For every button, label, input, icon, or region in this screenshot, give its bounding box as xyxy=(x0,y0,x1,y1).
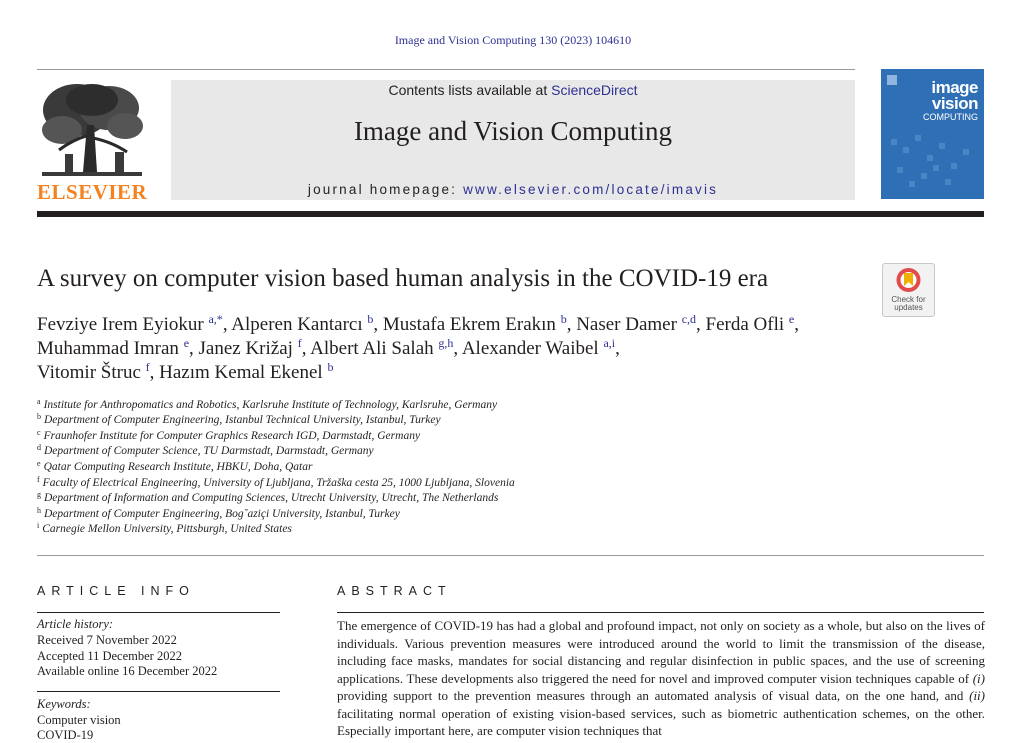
affiliation-key: e xyxy=(37,459,41,468)
author-affiliation-ref[interactable]: b xyxy=(560,312,567,326)
affiliation-key: d xyxy=(37,443,41,452)
contents-availability xyxy=(171,82,855,98)
affiliation-text: Faculty of Electrical Engineering, University of Ljubljana, Tržaška cesta 25, 1000 Ljubljana, Slovenia xyxy=(42,477,515,489)
header-top-rule xyxy=(37,69,855,70)
abstract-text: facilitating normal operation of existing vision-based services, such as biometric authentication schemes, on the other. Especially important here, are computer vision techniques that xyxy=(337,705,985,738)
author-separator: , xyxy=(794,314,799,335)
affiliation-text: Department of Computer Engineering, Bog˘aziçi University, Istanbul, Turkey xyxy=(44,508,400,520)
affiliation-key: b xyxy=(37,412,41,421)
author-affiliation-ref[interactable]: f xyxy=(297,336,302,350)
journal-title: Image and Vision Computing xyxy=(353,116,673,146)
author-affiliation-ref[interactable]: g,h xyxy=(438,336,454,350)
affiliation-text: Qatar Computing Research Institute, HBKU, Doha, Qatar xyxy=(43,461,313,473)
author-affiliation-ref[interactable]: b xyxy=(327,360,334,374)
author-name[interactable]: Janez Križaj xyxy=(198,338,293,359)
article-info-rule xyxy=(37,612,280,613)
author-separator: , xyxy=(696,314,706,335)
authors-line-1 xyxy=(37,312,799,336)
affiliation-item xyxy=(37,506,400,520)
author-separator: , xyxy=(189,338,199,359)
elsevier-wordmark: ELSEVIER xyxy=(37,180,148,204)
authors-line-2 xyxy=(37,336,620,360)
author-separator: , xyxy=(453,338,462,359)
affiliation-key: f xyxy=(37,475,40,484)
abstract-body xyxy=(337,617,985,740)
journal-homepage xyxy=(171,182,855,197)
author-affiliation-ref[interactable]: c,d xyxy=(681,312,697,326)
author-affiliation-ref[interactable]: b xyxy=(367,312,374,326)
affiliation-key: a xyxy=(37,397,41,406)
author-name[interactable]: Alperen Kantarcı xyxy=(231,314,363,335)
affiliation-item xyxy=(37,428,420,442)
affiliation-item xyxy=(37,475,515,489)
article-info-heading: ARTICLE INFO xyxy=(37,584,195,598)
author-name[interactable]: Ferda Ofli xyxy=(705,314,785,335)
author-name[interactable]: Hazım Kemal Ekenel xyxy=(159,362,323,383)
keywords-label: Keywords: xyxy=(37,697,91,711)
author-separator: , xyxy=(373,314,383,335)
author-affiliation-ref[interactable]: e xyxy=(183,336,190,350)
author-name[interactable]: Alexander Waibel xyxy=(461,338,599,359)
abstract-text: The emergence of COVID-19 has had a global and profound impact, not only on society as a whole, but also on the lives of individuals. Various prevention measures were introduced around the world to limit the transmission of the disease, including face masks, mandates for social distancing and regular disinfection in public spaces, and the use of screening applications. These developments also triggered the need for novel and improved computer vision techniques capable of xyxy=(337,618,985,686)
affiliation-key: c xyxy=(37,428,41,437)
authors-line-3 xyxy=(37,360,333,384)
cover-title-computing: COMPUTING xyxy=(923,112,978,122)
check-updates-icon xyxy=(883,264,934,296)
author-name[interactable]: Vitomir Štruc xyxy=(37,362,141,383)
journal-cover-image[interactable] xyxy=(881,69,984,199)
keywords-rule xyxy=(37,691,280,692)
affiliation-text: Carnegie Mellon University, Pittsburgh, United States xyxy=(42,523,292,535)
article-history-label: Article history: xyxy=(37,617,114,631)
author-name[interactable]: Muhammad Imran xyxy=(37,338,179,359)
affiliation-item xyxy=(37,490,498,504)
contents-prefix: Contents lists available at xyxy=(388,82,552,98)
homepage-link[interactable]: www.elsevier.com/locate/imavis xyxy=(463,182,719,197)
author-name[interactable]: Mustafa Ekrem Erakın xyxy=(382,314,556,335)
affiliation-item xyxy=(37,397,497,411)
author-separator: , xyxy=(149,362,160,383)
author-affiliation-ref[interactable]: f xyxy=(145,360,150,374)
author-name[interactable]: Albert Ali Salah xyxy=(310,338,434,359)
journal-citation[interactable]: Image and Vision Computing 130 (2023) 104610 xyxy=(394,33,632,47)
affiliation-text: Fraunhofer Institute for Computer Graphics Research IGD, Darmstadt, Germany xyxy=(43,430,421,442)
affiliation-item xyxy=(37,443,374,457)
keyword-item: Computer vision xyxy=(37,713,121,727)
author-affiliation-ref[interactable]: a,i xyxy=(603,336,616,350)
affiliation-key: i xyxy=(37,521,40,530)
affiliation-text: Department of Information and Computing Sciences, Utrecht University, Utrecht, The Netherlands xyxy=(44,492,499,504)
abstract-text: providing support to the prevention measures through an automated analysis of visual data, on the one hand, and xyxy=(337,688,970,703)
check-updates-label: Check for updates xyxy=(891,295,926,312)
affiliation-key: h xyxy=(37,506,41,515)
accepted-date: Accepted 11 December 2022 xyxy=(37,649,182,663)
author-separator: , xyxy=(615,338,620,359)
abstract-heading: ABSTRACT xyxy=(337,584,452,598)
online-date: Available online 16 December 2022 xyxy=(37,664,218,678)
author-name[interactable]: Fevziye Irem Eyiokur xyxy=(37,314,204,335)
author-name[interactable]: Naser Damer xyxy=(576,314,677,335)
article-title: A survey on computer vision based human analysis in the COVID-19 era xyxy=(37,265,769,292)
keyword-item: COVID-19 xyxy=(37,728,94,742)
cover-title-image: image xyxy=(931,78,978,97)
author-separator: , xyxy=(222,314,232,335)
affiliation-key: g xyxy=(37,490,41,499)
check-for-updates-button[interactable] xyxy=(882,263,935,317)
header-thick-rule xyxy=(37,211,984,217)
affiliation-item xyxy=(37,521,292,535)
affiliation-item xyxy=(37,459,312,473)
abstract-marker: (ii) xyxy=(969,688,985,703)
affiliation-text: Department of Computer Science, TU Darmstadt, Darmstadt, Germany xyxy=(44,445,374,457)
sciencedirect-link[interactable]: ScienceDirect xyxy=(551,82,638,98)
author-separator: , xyxy=(301,338,311,359)
author-separator: , xyxy=(566,314,577,335)
abstract-marker: (i) xyxy=(972,670,985,686)
cover-title xyxy=(923,80,978,122)
received-date: Received 7 November 2022 xyxy=(37,633,177,647)
affiliation-text: Institute for Anthropomatics and Robotics, Karlsruhe Institute of Technology, Karlsruhe, Germany xyxy=(43,399,498,411)
author-affiliation-ref[interactable]: a,* xyxy=(208,312,223,326)
author-affiliation-ref[interactable]: e xyxy=(788,312,795,326)
abstract-rule xyxy=(337,612,984,613)
section-rule xyxy=(37,555,984,556)
cover-title-vision: vision xyxy=(931,94,978,113)
affiliation-text: Department of Computer Engineering, Istanbul Technical University, Istanbul, Turkey xyxy=(44,414,441,426)
affiliation-item xyxy=(37,412,441,426)
homepage-prefix: journal homepage: xyxy=(307,182,464,197)
